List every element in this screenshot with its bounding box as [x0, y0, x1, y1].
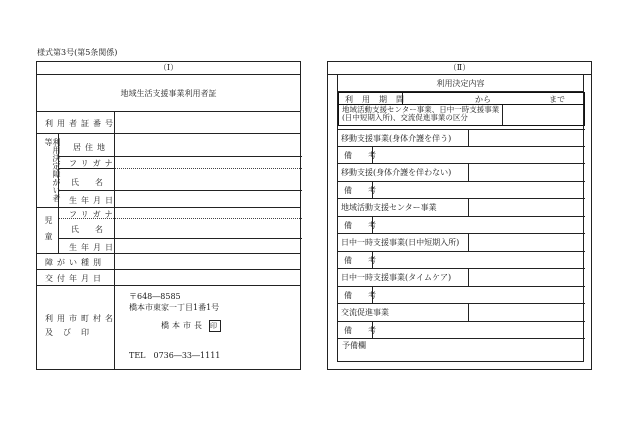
remarks-label: 備 考: [344, 256, 376, 265]
right-panel: [327, 61, 592, 370]
municipality-block: [37, 286, 300, 370]
service-label: 移動支援事業(身体介護を伴う): [341, 134, 452, 143]
service-label: 日中一時支援事業(タイムケア): [341, 273, 452, 282]
service-row: [338, 129, 585, 147]
child-label: 児童: [44, 216, 53, 248]
remarks-label: 備 考: [344, 151, 376, 160]
service-label: 日中一時支援事業(日中短期入所): [341, 238, 460, 247]
child-block: [37, 208, 300, 254]
service-label: 移動支援(身体介護を伴わない): [341, 168, 452, 177]
furigana-label: フリガナ: [69, 159, 117, 168]
remarks-row: [338, 252, 585, 269]
form-number: 様式第3号(第5条関係): [37, 48, 118, 57]
decided-person-label: 利用決定障がい者等: [44, 138, 61, 202]
disability-type-row: [37, 254, 300, 270]
certificate-title: 地域生活支援事業利用者証: [120, 89, 217, 98]
service-rows: [338, 129, 585, 339]
left-panel: [36, 61, 301, 370]
disability-type-label: 障がい種別: [45, 258, 105, 267]
remarks-row: [338, 182, 585, 199]
decision-title: 利用決定内容: [436, 79, 485, 88]
child-name-label: 氏名: [71, 225, 119, 234]
remarks-label: 備 考: [344, 326, 376, 335]
period-to: まで: [549, 95, 565, 104]
remarks-label: 備 考: [344, 291, 376, 300]
remarks-label: 備 考: [344, 186, 376, 195]
recipient-number-row: [37, 112, 300, 134]
period-from: から: [475, 95, 491, 104]
decided-person-block: [37, 134, 300, 208]
left-panel-heading: （Ⅰ）: [37, 62, 300, 75]
category-row: [338, 105, 585, 126]
service-label: 交流促進事業: [341, 308, 389, 317]
recipient-number-label: 利用者証番号: [45, 119, 117, 128]
mayor-name: [161, 320, 221, 332]
service-row: [338, 234, 585, 252]
decision-title-row: [338, 74, 583, 92]
right-panel-heading: （Ⅱ）: [328, 62, 591, 75]
service-row: [338, 199, 585, 217]
name-label: 氏名: [71, 178, 119, 187]
issue-date-label: 交付年月日: [45, 274, 105, 283]
reserve-label: 予備欄: [342, 341, 366, 350]
official-seal: 印: [210, 322, 220, 330]
remarks-row: [338, 217, 585, 234]
residence-label: 居住地: [73, 143, 109, 152]
remarks-row: [338, 322, 585, 339]
child-birthdate-label: 生年月日: [69, 243, 117, 252]
mayor-label: 橋本市長: [161, 321, 205, 330]
postal-code: 〒648―8585: [129, 292, 181, 301]
child-furigana-label: フリガナ: [69, 210, 117, 219]
office-address: 橋本市東家一丁目1番1号: [129, 303, 220, 312]
remarks-row: [338, 287, 585, 304]
birthdate-label: 生年月日: [69, 196, 117, 205]
municipality-seal-label: 及び印: [45, 328, 99, 337]
period-label: 利用期間: [345, 95, 413, 104]
remarks-row: [338, 147, 585, 164]
certificate-title-row: [37, 74, 300, 112]
municipality-label: 利用市町村名: [45, 314, 117, 323]
service-row: [338, 304, 585, 322]
issue-date-row: [37, 270, 300, 286]
service-label: 地域活動支援センター事業: [341, 203, 437, 212]
remarks-label: 備 考: [344, 221, 376, 230]
category-label: 地域活動支援センター事業、日中一時支援事業(日中短期入所)、交流促進事業の区分: [342, 105, 500, 122]
service-row: [338, 269, 585, 287]
period-row: [338, 92, 585, 105]
office-phone: TEL 0736―33―1111: [129, 351, 221, 360]
service-row: [338, 164, 585, 182]
